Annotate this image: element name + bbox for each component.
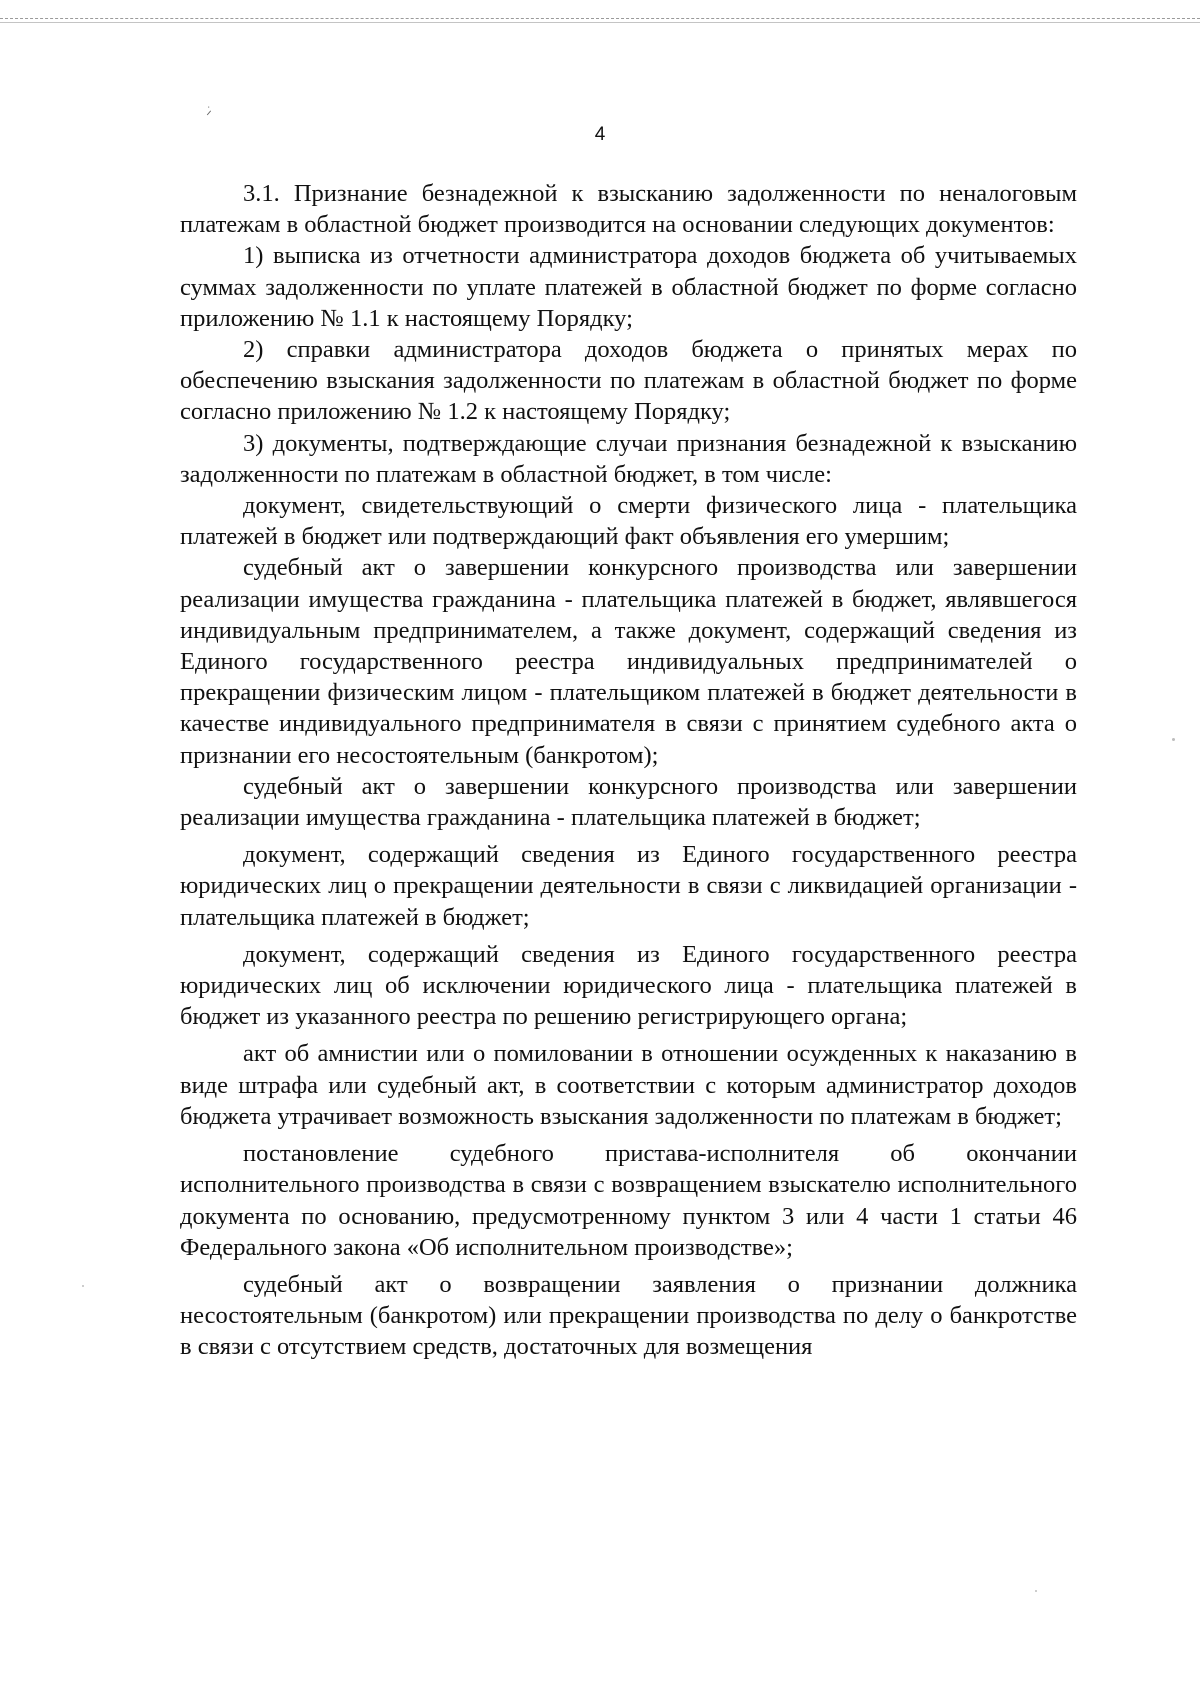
- paragraph-item-3: 3) документы, подтверждающие случаи признания безнадежной к взысканию задолженности по платежам в областной бюджет, в том числе:: [180, 429, 1077, 488]
- paragraph-bailiff-resolution: постановление судебного пристава-исполнителя об окончании исполнительного производства в связи с возвращением взыскателю исполнительного документа по основанию, предусмотренному пунктом 3 или 4 части 1 статьи 46 Федерального закона «Об исполнительном производстве»;: [180, 1140, 1077, 1261]
- paragraph-returned-application: судебный акт о возвращении заявления о признании должника несостоятельным (банкротом) или прекращении производства по делу о банкротстве в связи с отсутствием средств, достаточных для возмещения: [180, 1270, 1077, 1361]
- scan-speck: [1035, 1590, 1037, 1592]
- scan-speck: [1172, 738, 1175, 741]
- paragraph-death-document: документ, свидетельствующий о смерти физического лица - плательщика платежей в бюджет или подтверждающий факт объявления его умершим;: [180, 492, 1077, 551]
- paragraph-amnesty: акт об амнистии или о помиловании в отношении осужденных к наказанию в виде штрафа или судебный акт, в соответствии с которым администратор доходов бюджета утрачивает возможность взыскания задолженности по платежам в бюджет;: [180, 1040, 1077, 1130]
- scan-corner-mark: ˙ı: [200, 104, 214, 119]
- document-body: [180, 178, 1077, 1363]
- paragraph-liquidation: документ, содержащий сведения из Единого государственного реестра юридических лиц о прекращении деятельности в связи с ликвидацией организации - плательщика платежей в бюджет;: [180, 841, 1077, 931]
- paragraph-bankruptcy-citizen: судебный акт о завершении конкурсного производства или завершении реализации имущества гражданина - плательщика платежей в бюджет;: [180, 772, 1077, 832]
- scan-edge-line-secondary: [0, 22, 1200, 23]
- scan-edge-line: [0, 18, 1200, 19]
- scan-speck: [82, 1285, 84, 1287]
- paragraph-item-2: 2) справки администратора доходов бюджета о принятых мерах по обеспечению взыскания задолженности по платежам в областной бюджет по форме согласно приложению № 1.2 к настоящему Порядку;: [180, 336, 1077, 426]
- paragraph-exclusion: документ, содержащий сведения из Единого государственного реестра юридических лиц об исключении юридического лица - плательщика платежей в бюджет из указанного реестра по решению регистрирующего органа;: [180, 940, 1077, 1031]
- paragraph-item-1: 1) выписка из отчетности администратора доходов бюджета об учитываемых суммах задолженности по уплате платежей в областной бюджет по форме согласно приложению № 1.1 к настоящему Порядку;: [180, 242, 1077, 332]
- paragraph-bankruptcy-entrepreneur: судебный акт о завершении конкурсного производства или завершении реализации имущества гражданина - плательщика платежей в бюджет, являвшегося индивидуальным предпринимателем, а также документ, содержащий сведения из Единого государственного реестра индивидуальных предпринимателей о прекращении физическим лицом - плательщиком платежей в бюджет деятельности в качестве индивидуального предпринимателя в связи с принятием судебного акта о признании его несостоятельным (банкротом);: [180, 554, 1077, 769]
- page-number: 4: [594, 124, 606, 145]
- paragraph-3-1: 3.1. Признание безнадежной к взысканию задолженности по неналоговым платежам в областной бюджет производится на основании следующих документов:: [180, 180, 1077, 239]
